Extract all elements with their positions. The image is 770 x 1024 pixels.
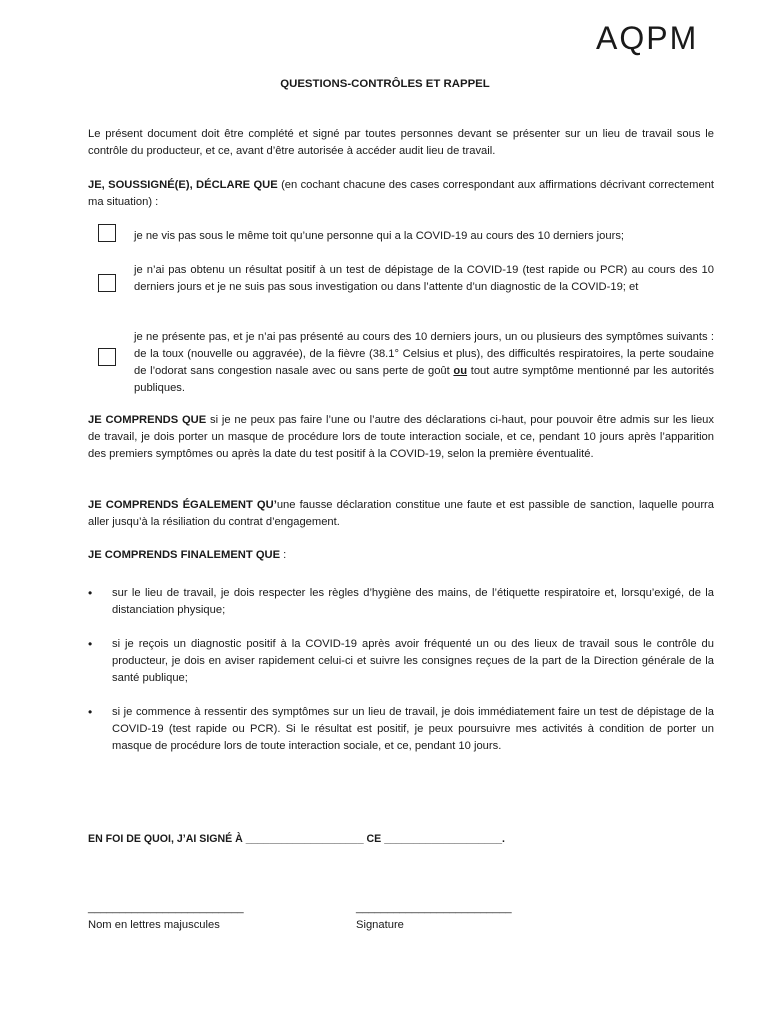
understand-lead: JE COMPRENDS FINALEMENT QUE — [88, 549, 281, 561]
checkbox-label-part: tout autre symptôme mentionné par les autorités publiques. — [134, 365, 714, 394]
understand-text: une fausse déclaration constitue une faute et est passible de sanction, laquelle pourra aller jusqu’à la résiliation du contrat d’engagement. — [88, 499, 714, 528]
signature-label: Signature — [356, 919, 404, 931]
name-line[interactable]: _________________________ — [88, 902, 244, 914]
signature-line[interactable]: _________________________ — [356, 902, 512, 914]
name-label: Nom en lettres majuscules — [88, 919, 220, 931]
checkbox[interactable] — [98, 274, 116, 292]
checkbox-label — [134, 329, 714, 397]
signed-statement: EN FOI DE QUOI, J’AI SIGNÉ À ____________________ CE ____________________. — [88, 833, 505, 845]
underlined-word: ou — [453, 365, 468, 377]
checkbox-label: je n’ai pas obtenu un résultat positif à un test de dépistage de la COVID-19 (test rapide ou PCR) au cours des 10 derniers jours et je ne suis pas sous investigation ou dans l’attente d’un diagnostic de la COVID-19; et — [134, 264, 714, 293]
bullet-icon: • — [88, 586, 93, 600]
bullet-icon: • — [88, 637, 93, 651]
checkbox[interactable] — [98, 348, 116, 366]
signature-block[interactable] — [356, 900, 512, 934]
checkbox-label-part: je ne présente pas, et je n’ai pas présenté au cours des 10 derniers jours, un ou plusieurs des symptômes suivants : de la toux (nouvelle ou aggravée), de la fièvre (38.1° Celsius et plus), des difficultés respiratoires, la perte soudaine de l’odorat sans congestion nasale avec ou sans perte de goût — [134, 331, 714, 377]
understand-paragraph-1 — [88, 412, 714, 463]
understand-lead: JE COMPRENDS QUE — [88, 414, 207, 426]
checkbox[interactable] — [98, 224, 116, 242]
understand-paragraph-2 — [88, 497, 714, 531]
understand-text: si je ne peux pas faire l’une ou l’autre des déclarations ci-haut, pour pouvoir être admis sur les lieux de travail, je dois porter un masque de procédure lors de toute interaction sociale, et ce, pendant 10 jours après l’apparition des premiers symptômes ou après la date du test positif à la COVID-19, selon la première éventualité. — [88, 414, 714, 460]
document-title: QUESTIONS-CONTRÔLES ET RAPPEL — [280, 78, 490, 90]
bullet-text: si je commence à ressentir des symptômes sur un lieu de travail, je dois immédiatement faire un test de dépistage de la COVID-19 (test rapide ou PCR). Si le résultat est positif, je peux poursuivre mes activités à condition de porter un masque de procédure lors de toute interaction sociale, et ce, pendant 10 jours. — [112, 706, 714, 752]
checkbox-label: je ne vis pas sous le même toit qu’une personne qui a la COVID-19 au cours des 10 derniers jours; — [134, 230, 625, 242]
bullet-text: sur le lieu de travail, je dois respecter les règles d’hygiène des mains, de l’étiquette respiratoire et, lorsqu’exigé, de la distanciation physique; — [112, 587, 714, 616]
bullet-text: si je reçois un diagnostic positif à la COVID-19 après avoir fréquenté un ou des lieux de travail sous le contrôle du producteur, je dois en aviser rapidement celui-ci et suivre les consignes reçues de la part de la Direction générale de la santé publique; — [112, 638, 714, 684]
aqpm-logo — [596, 20, 706, 56]
understand-text: : — [280, 549, 287, 561]
name-signature-block[interactable] — [88, 900, 244, 934]
logo-text: AQPM — [596, 20, 699, 56]
understand-paragraph-3 — [88, 547, 714, 564]
understand-lead: JE COMPRENDS ÉGALEMENT QU’ — [88, 499, 277, 511]
declaration-text: (en cochant chacune des cases correspondant aux affirmations décrivant correctement ma situation) : — [88, 179, 715, 208]
declaration-lead: JE, SOUSSIGNÉ(E), DÉCLARE QUE — [88, 179, 278, 191]
intro-paragraph: Le présent document doit être complété et signé par toutes personnes devant se présenter sur un lieu de travail sous le contrôle du producteur, et ce, avant d’être autorisée à accéder audit lieu de travail. — [88, 128, 714, 157]
bullet-icon: • — [88, 705, 93, 719]
declaration-paragraph — [88, 177, 714, 211]
